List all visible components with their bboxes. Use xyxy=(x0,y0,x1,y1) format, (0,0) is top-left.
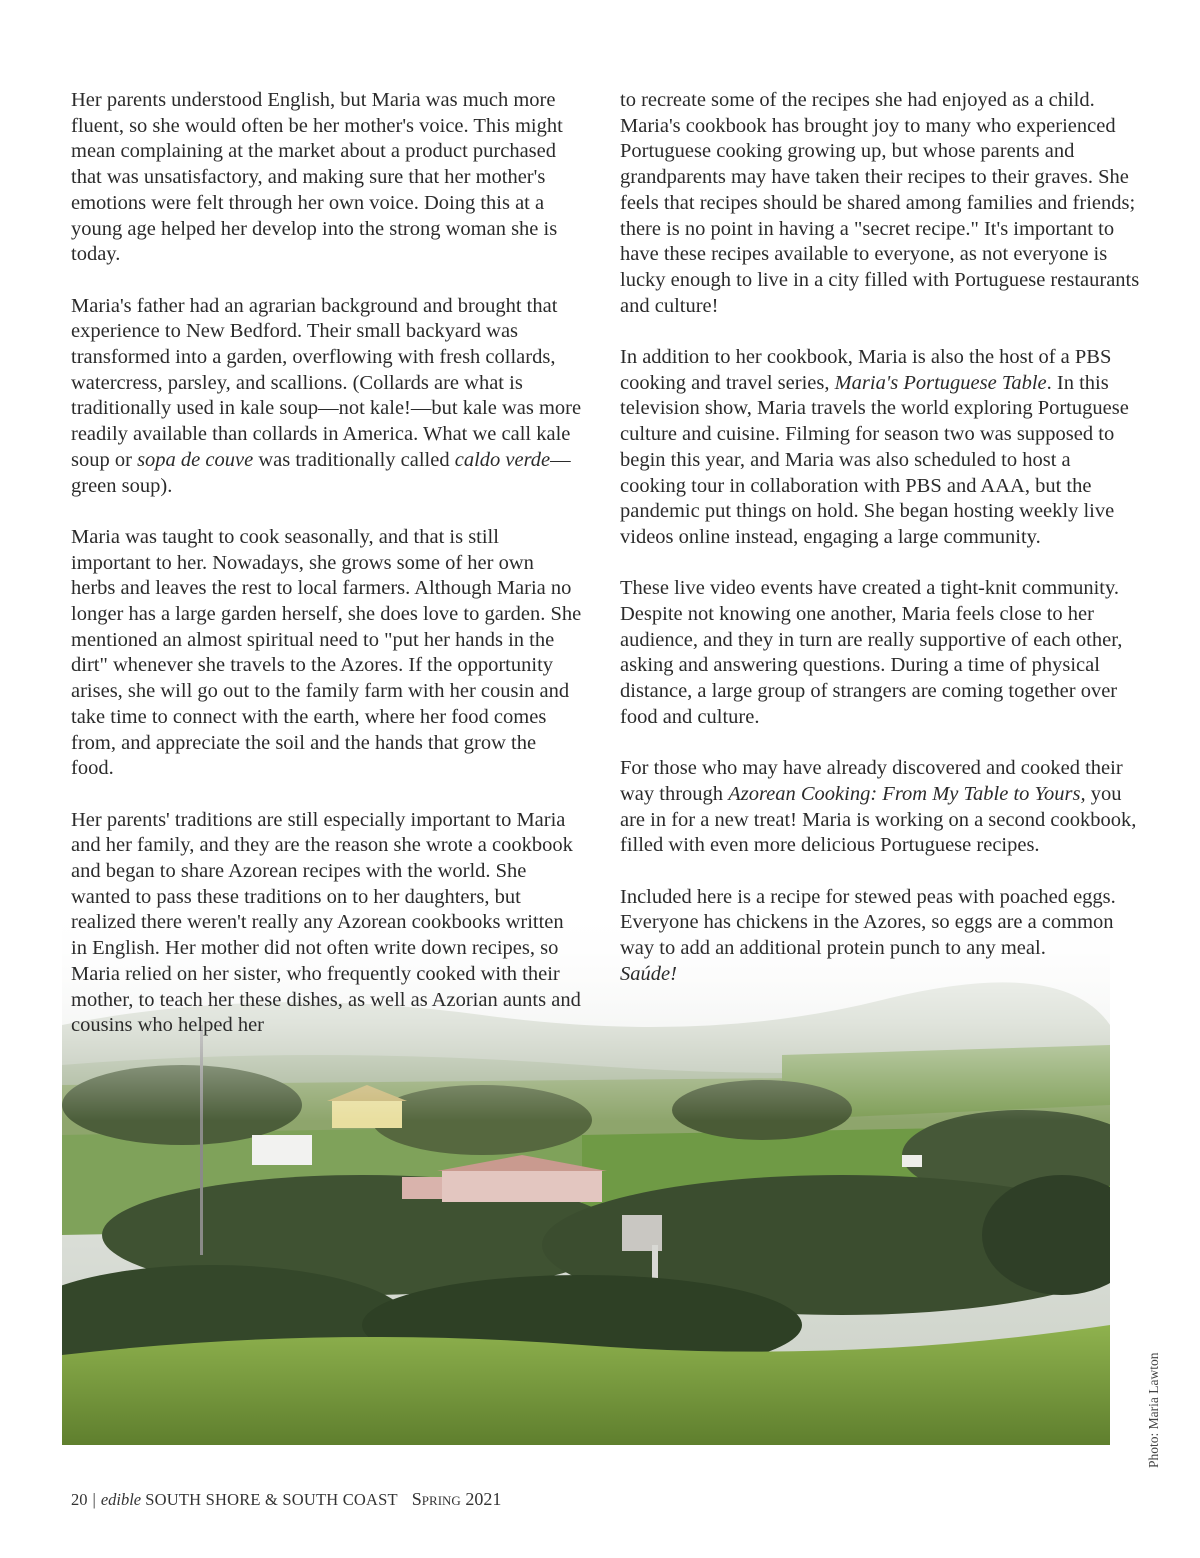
paragraph-text: you are in for a new treat! Maria is working on a second cookbook, filled with even more delicious Portuguese recipes. xyxy=(620,782,1137,857)
paragraph-text: Included here is a recipe for stewed peas with poached eggs. Everyone has chickens in the Azores, so eggs are a common way to add an additional protein punch to any meal. xyxy=(620,885,1116,960)
left-text-column xyxy=(71,88,583,1065)
paragraph-text: was traditionally called xyxy=(253,448,455,471)
paragraph xyxy=(620,345,1140,551)
paragraph xyxy=(620,576,1140,730)
paragraph-text: Her parents understood English, but Maria was much more fluent, so she would often be her mother's voice. This might mean complaining at the market about a product purchased that was unsatisfactory, and making sure that her mother's emotions were felt through her own voice. Doing this at a young age helped her develop into the strong woman she is today. xyxy=(71,89,563,266)
paragraph xyxy=(71,525,583,782)
paragraph-text: These live video events have created a tight-knit community. Despite not knowing one another, Maria feels close to her audience, and they in turn are really supportive of each other, asking and answering questions. During a time of physical distance, a large group of strangers are coming together over food and culture. xyxy=(620,577,1123,728)
issue-season: Spring 2021 xyxy=(411,1489,502,1509)
paragraph-text: Her parents' traditions are still especially important to Maria and her family, and they are the reason she wrote a cookbook and began to share Azorean recipes with the world. She wanted to pass these traditions on to her daughters, but realized there weren't really any Azorean cookbooks written in English. Her mother did not often write down recipes, so Maria relied on her sister, who frequently cooked with their mother, to teach her these dishes, as well as Azorian aunts and cousins who helped her xyxy=(71,808,581,1037)
paragraph-text: In addition to her cookbook, Maria is also the host of a PBS cooking and travel series, xyxy=(620,346,1112,394)
right-text-column xyxy=(620,88,1140,1013)
paragraph-text: . In this television show, Maria travels the world exploring Portuguese culture and cuisine. Filming for season two was supposed to begin this year, and Maria was also scheduled to host a cooking tour in collaboration with PBS and AAA, but the pandemic put things on hold. She began hosting weekly live videos online instead, engaging a large community. xyxy=(620,371,1129,548)
paragraph xyxy=(620,756,1140,859)
paragraph xyxy=(71,294,583,500)
page-number: 20 xyxy=(71,1490,88,1509)
paragraph-text: to recreate some of the recipes she had enjoyed as a child. Maria's cookbook has brought joy to many who experienced Portuguese cooking growing up, but whose parents and grandparents may have taken their recipes to their graves. She feels that recipes should be shared among families and friends; there is no point in having a "secret recipe." It's important to have these recipes available to everyone, as not everyone is lucky enough to live in a city filled with Portuguese restaurants and culture! xyxy=(620,89,1140,317)
photo-credit: Photo: Maria Lawton xyxy=(1146,1352,1161,1468)
show-title: Maria's Portuguese Table xyxy=(834,371,1047,394)
footer-separator: | xyxy=(92,1490,96,1509)
paragraph-text: Maria was taught to cook seasonally, and that is still important to her. Nowadays, she grows some of her own herbs and leaves the rest to local farmers. Although Maria no longer has a large garden herself, she does love to garden. She mentioned an almost spiritual need to "put her hands in the dirt" whenever she travels to the Azores. If the opportunity arises, she will go out to the family farm with her cousin and take time to connect with the earth, where her food comes from, and appreciate the soil and the hands that grow the food. xyxy=(71,525,582,780)
page-footer xyxy=(71,1489,501,1510)
italic-term: sopa de couve xyxy=(137,448,254,471)
paragraph-text: —green soup). xyxy=(71,448,571,497)
paragraph-text: For those who may have already discovered and cooked their way through xyxy=(620,757,1123,805)
italic-term: caldo verde xyxy=(454,448,551,471)
paragraph xyxy=(71,808,583,1039)
closing-toast: Saúde! xyxy=(620,962,677,985)
paragraph xyxy=(620,885,1140,988)
publication-name-italic: edible xyxy=(100,1490,142,1509)
publication-name: SOUTH SHORE & SOUTH COAST xyxy=(145,1490,398,1509)
paragraph xyxy=(71,88,583,268)
book-title: Azorean Cooking: From My Table to Yours, xyxy=(728,782,1086,805)
paragraph xyxy=(620,88,1140,319)
paragraph-text: Maria's father had an agrarian background and brought that experience to New Bedford. Their small backyard was transformed into a garden, overflowing with fresh collards, watercress, parsley, and scallions. (Collards are what is traditionally used in kale soup—not kale!—but kale was more readily available than collards in America. What we call kale soup or xyxy=(71,294,582,471)
